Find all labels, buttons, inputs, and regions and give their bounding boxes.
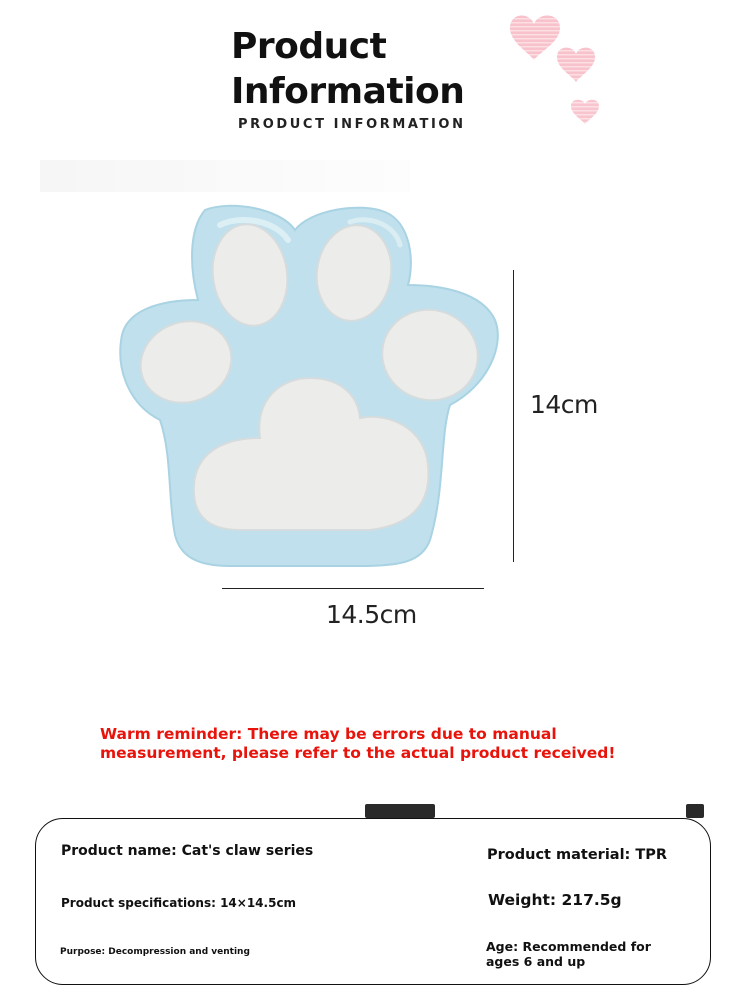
spec-product-specifications: Product specifications: 14×14.5cm: [61, 896, 297, 910]
title-line-1: Product: [231, 26, 387, 67]
width-dimension-line: [222, 588, 484, 589]
height-label: 14cm: [530, 390, 598, 419]
cat-paw-icon: [110, 200, 510, 580]
decorative-strip: [365, 804, 435, 818]
width-label: 14.5cm: [326, 600, 417, 629]
page-subtitle: PRODUCT INFORMATION: [238, 117, 466, 132]
spec-weight: Weight: 217.5g: [488, 891, 622, 909]
faint-banner: [40, 160, 410, 192]
page-title: [231, 24, 464, 114]
height-dimension-line: [513, 270, 514, 562]
warm-reminder: Warm reminder: There may be errors due to manual measurement, please refer to the actual product received!: [100, 725, 616, 762]
spec-product-name: Product name: Cat's claw series: [61, 843, 314, 859]
title-line-2: Information: [231, 71, 465, 112]
decorative-strip: [686, 804, 704, 818]
hearts-icon: [500, 6, 620, 131]
spec-age: Age: Recommended for ages 6 and up: [486, 939, 651, 969]
spec-purpose: Purpose: Decompression and venting: [60, 947, 250, 957]
spec-material: Product material: TPR: [487, 847, 668, 863]
